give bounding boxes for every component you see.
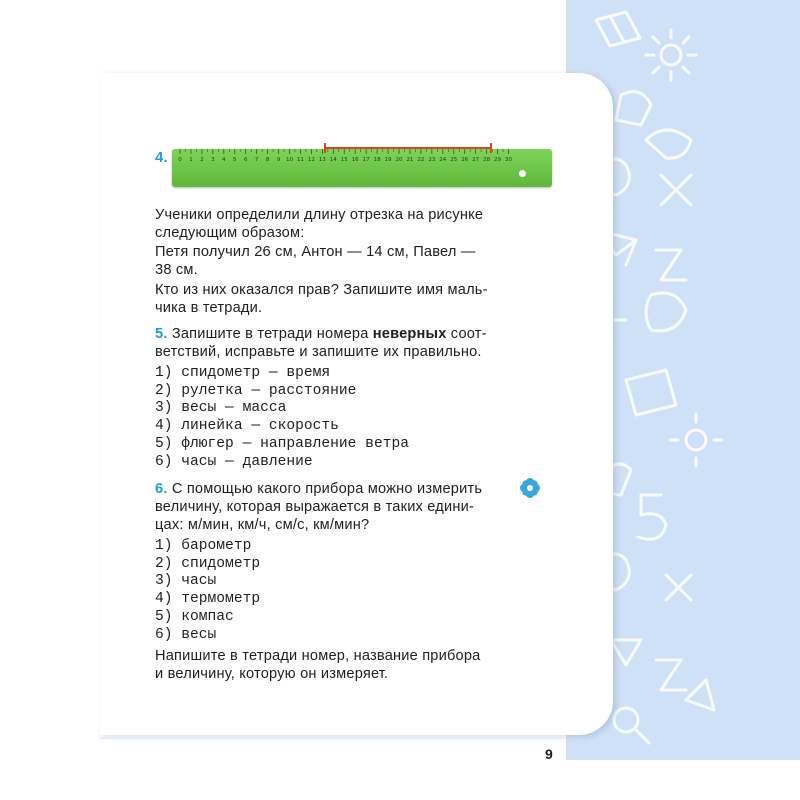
ruler-tick-label: 25 (450, 157, 458, 163)
five-icon (638, 495, 666, 539)
times2-icon (666, 575, 691, 600)
sailboat-icon (686, 680, 714, 710)
ex6-line-1 (155, 480, 482, 498)
ruler-tick-label: 21 (406, 157, 414, 163)
ruler-tick-label: 18 (373, 157, 381, 163)
exercise-6-number: 6. (155, 481, 168, 497)
ruler-tick-label: 9 (276, 157, 281, 163)
ex6-outro-2: и величину, которую он измеряет. (155, 666, 389, 682)
ruler-tick-label: 8 (265, 157, 270, 163)
ex4-line-4: 38 см. (155, 262, 198, 278)
ruler-tick-label: 26 (461, 157, 469, 163)
ruler-tick-label: 29 (494, 157, 502, 163)
ex5-line-2: ветствий, исправьте и запишите их правильно. (155, 344, 482, 360)
sun-icon (661, 45, 681, 65)
segment-start (324, 143, 326, 153)
ruler-ticks (172, 149, 552, 187)
ex4-line-2: следующим образом: (155, 225, 305, 241)
triangle-icon (611, 640, 641, 665)
ruler-tick-label: 6 (243, 157, 248, 163)
ex5-line-1-a: Запишите в тетради номера (167, 326, 373, 342)
ruler-tick-label: 13 (318, 157, 326, 163)
ruler-tick-label: 5 (233, 157, 237, 163)
exercise-4-number: 4. (155, 149, 168, 166)
page-number: 9 (545, 746, 553, 762)
ruler-tick-label: 2 (200, 157, 204, 163)
ex5-item-2: 2) рулетка — расстояние (155, 383, 357, 399)
ex5-line-1-b: соот- (446, 326, 487, 342)
ruler-tick-label: 19 (384, 157, 392, 163)
hourglass2-icon (656, 660, 686, 690)
ex5-bold-word: неверных (372, 326, 447, 342)
ruler-tick-label: 16 (351, 157, 359, 163)
ex4-line-6: чика в тетради. (155, 300, 263, 316)
ball-icon (646, 293, 686, 331)
ex6-item-2: 2) спидометр (155, 556, 261, 572)
ruler-tick-label: 12 (307, 157, 315, 163)
ruler-tick-label: 20 (395, 157, 403, 163)
apple-icon (616, 92, 651, 125)
ex6-item-1: 1) барометр (155, 538, 252, 554)
ruler-tick-label: 27 (472, 157, 480, 163)
ruler-tick-label: 3 (211, 157, 215, 163)
notebook-icon (626, 370, 676, 415)
ex6-line-3: цах: м/мин, км/ч, см/с, км/мин? (155, 517, 370, 533)
ruler-tick-label: 28 (483, 157, 491, 163)
ex5-item-3: 3) весы — масса (155, 400, 287, 416)
ex5-item-1: 1) спидометр — время (155, 365, 331, 381)
ex5-item-4: 4) линейка — скорость (155, 418, 339, 434)
ruler-tick-label: 7 (254, 157, 259, 163)
ex6-line-2: величину, которая выражается в таких едини- (155, 499, 475, 515)
ex6-item-4: 4) термометр (155, 591, 261, 607)
sun2-icon (686, 430, 706, 450)
book-icon (596, 12, 640, 46)
ex4-line-5: Кто из них оказался прав? Запишите имя маль- (155, 282, 488, 298)
ruler-tick-label: 30 (505, 157, 512, 163)
exercise-5-number: 5. (155, 326, 168, 342)
ex5-item-5: 5) флюгер — направление ветра (155, 436, 409, 452)
ex6-item-3: 3) часы (155, 573, 217, 589)
flower-icon (519, 477, 541, 499)
ruler-tick-label: 10 (286, 157, 293, 163)
ex6-line-1-text: С помощью какого прибора можно измерить (167, 481, 483, 497)
ex6-item-6: 6) весы (155, 627, 217, 643)
ruler-tick-label: 24 (439, 157, 447, 163)
ruler-tick-label: 0 (178, 157, 182, 163)
ruler-tick-label: 1 (189, 157, 193, 163)
times-icon (661, 175, 691, 205)
ex6-outro-1: Напишите в тетради номер, название прибора (155, 648, 481, 664)
ex4-line-1: Ученики определили длину отрезка на рисунке (155, 207, 484, 223)
ex6-item-5: 5) компас (155, 609, 234, 625)
ruler-tick-label: 22 (417, 157, 425, 163)
ruler-tick-label: 4 (222, 157, 226, 163)
ex5-item-6: 6) часы — давление (155, 454, 313, 470)
ruler-hole (519, 170, 526, 177)
ruler-tick-label: 11 (296, 157, 304, 163)
ruler-tick-label: 14 (329, 157, 337, 163)
glasses-icon (646, 130, 691, 158)
ruler-tick-label: 15 (340, 157, 348, 163)
hourglass-icon (656, 250, 686, 280)
bottom-rule (100, 737, 566, 739)
ruler-tick-label: 17 (362, 157, 370, 163)
segment-end (490, 143, 492, 153)
ruler-image (172, 149, 552, 187)
ex4-line-3: Петя получил 26 см, Антон — 14 см, Павел — (155, 244, 476, 260)
measured-segment (324, 147, 492, 149)
ruler-tick-label: 23 (428, 157, 436, 163)
ex5-line-1 (155, 325, 487, 343)
